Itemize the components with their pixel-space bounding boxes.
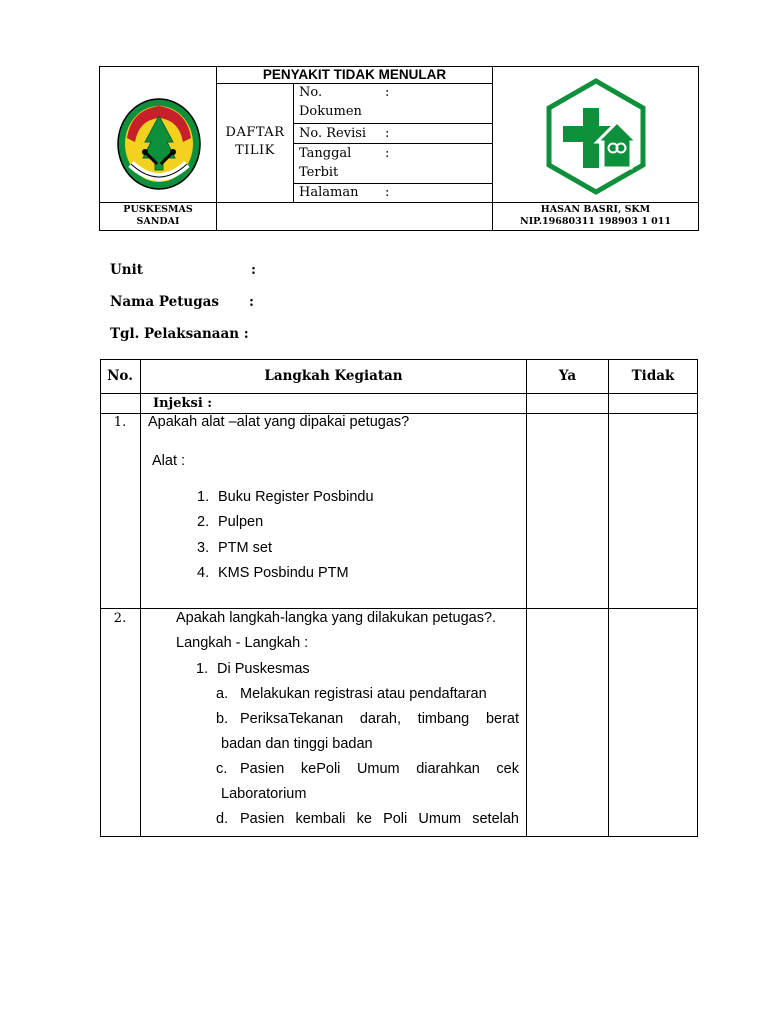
row1-number: 1. [113, 415, 127, 430]
field-tanggal-line2: Terbit [299, 165, 339, 180]
unit-label: Unit [110, 262, 143, 278]
petugas-label: Nama Petugas [110, 294, 220, 310]
document-type-line2: TILIK [235, 143, 275, 158]
org-name [100, 204, 216, 228]
row2-number: 2. [113, 611, 127, 626]
regency-emblem [117, 98, 201, 190]
signer-name: HASAN BASRI, SKM [540, 204, 651, 215]
petugas-colon: : [249, 294, 254, 310]
section-label: Injeksi : [153, 396, 213, 411]
field-no-dokumen [299, 83, 489, 121]
field-colon: : [385, 126, 390, 141]
field-no-revisi: No. Revisi : [299, 126, 390, 141]
signer-nip: NIP.19680311 198903 1 011 [520, 216, 671, 227]
row2-question: Apakah langkah-langka yang dilakukan petugas?. [176, 610, 497, 626]
field-colon: : [385, 85, 390, 100]
puskesmas-logo [545, 78, 647, 195]
column-header-no: No. [107, 368, 133, 384]
row2-step-1: 1. Di Puskesmas [196, 661, 310, 677]
row1-question: Apakah alat –alat yang dipakai petugas? [148, 414, 410, 430]
row2-substep-b: b. PeriksaTekanan darah, timbang berat [216, 711, 519, 727]
row2-substep-a: a. Melakukan registrasi atau pendaftaran [216, 686, 487, 702]
field-colon: : [385, 185, 390, 200]
field-tanggal-terbit [299, 144, 489, 182]
row2-substep-c: c. Pasien kePoli Umum diarahkan cek [216, 761, 519, 777]
row2-substep-c-cont: Laboratorium [221, 786, 307, 802]
column-header-ya: Ya [558, 368, 577, 384]
document-type [217, 124, 293, 160]
field-halaman: Halaman : [299, 185, 390, 200]
column-header-tidak: Tidak [631, 368, 675, 384]
tanggal-pelaksanaan-label: Tgl. Pelaksanaan : [110, 326, 249, 342]
row2-substep-d: d. Pasien kembali ke Poli Umum setelah [216, 811, 519, 827]
list-item: 2. Pulpen [197, 514, 264, 530]
row2-substep-b-cont: badan dan tinggi badan [221, 736, 373, 752]
list-item: 1. Buku Register Posbindu [197, 489, 374, 505]
field-no-dokumen-line1: No. : [299, 85, 390, 100]
list-item: 3. PTM set [197, 540, 272, 556]
list-item: 4. KMS Posbindu PTM [197, 565, 349, 581]
row1-alat-label: Alat : [152, 453, 186, 469]
column-header-langkah: Langkah Kegiatan [264, 368, 403, 384]
signer-block [493, 204, 698, 228]
field-tanggal-line1: Tanggal : [299, 146, 390, 161]
unit-colon: : [251, 262, 256, 278]
document-type-line1: DAFTAR [225, 125, 285, 140]
document-title: PENYAKIT TIDAK MENULAR [262, 67, 447, 82]
row2-langkah-label: Langkah - Langkah : [176, 635, 309, 651]
org-name-line2: SANDAI [136, 216, 180, 227]
field-no-dokumen-line2: Dokumen [299, 104, 362, 119]
org-name-line1: PUSKESMAS [123, 204, 193, 215]
field-colon: : [385, 146, 390, 161]
